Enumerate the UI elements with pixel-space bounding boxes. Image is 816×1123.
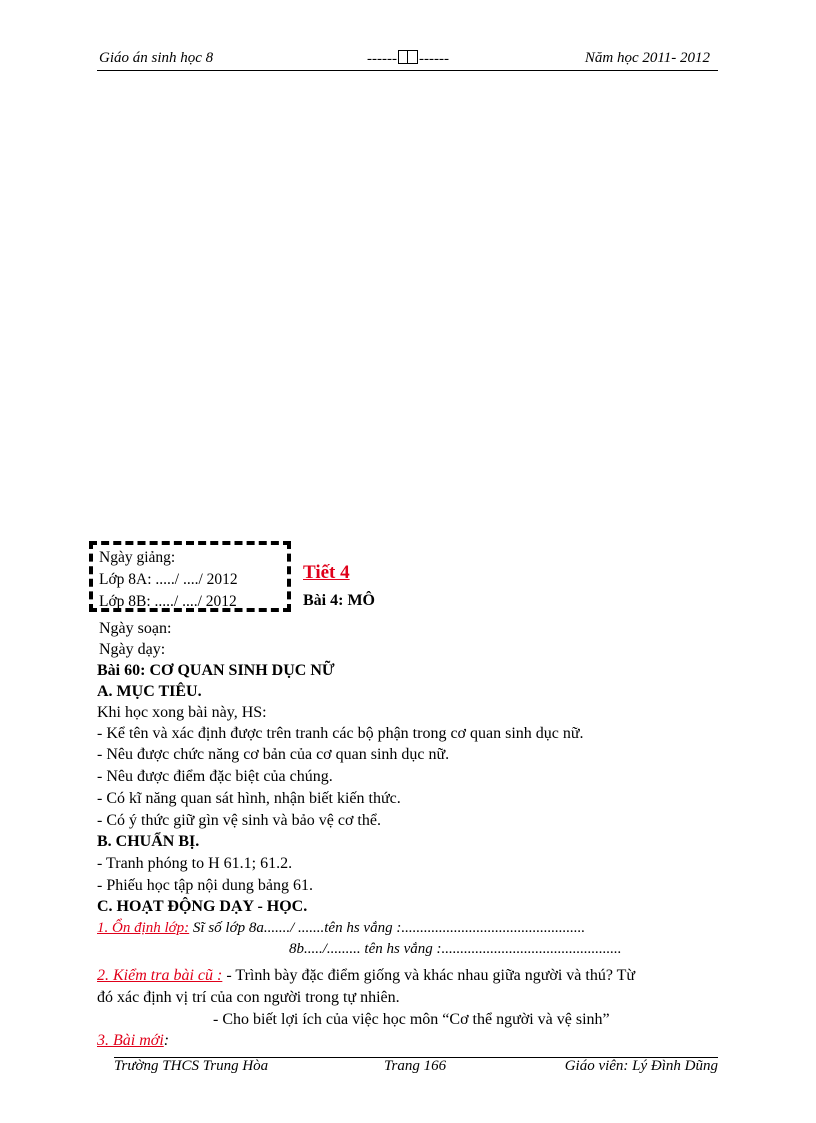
date-class-8a: Lớp 8A: ...../ ..../ 2012 <box>99 571 238 588</box>
section-c-heading: C. HOẠT ĐỘNG DẠY - HỌC. <box>97 898 308 915</box>
class-stabilization <box>97 920 585 937</box>
new-lesson <box>97 1032 169 1050</box>
footer-school: Trường THCS Trung Hòa <box>114 1058 269 1074</box>
objective-1: - Kể tên và xác định được trên tranh các bộ phận trong cơ quan sinh dục nữ. <box>97 725 584 742</box>
footer-teacher: Giáo viên: Lý Đình Dũng <box>564 1058 718 1074</box>
step-3-colon: : <box>163 1032 170 1049</box>
footer-page-number: Trang 166 <box>384 1058 447 1074</box>
lesson-title: Bài 60: CƠ QUAN SINH DỤC NỮ <box>97 662 335 679</box>
review-check <box>97 967 635 985</box>
period-number: Tiết 4 <box>303 562 350 583</box>
teaching-date: Ngày dạy: <box>99 641 166 658</box>
objective-3: - Nêu được điểm đặc biệt của chúng. <box>97 768 333 785</box>
header-divider <box>367 50 449 68</box>
section-a-heading: A. MỤC TIÊU. <box>97 683 202 700</box>
review-question-1-cont: đó xác định vị trí của con người trong tự nhiên. <box>97 989 400 1006</box>
step-3-label: 3. Bài mới <box>97 1032 164 1049</box>
header-subject: Giáo án sinh học 8 <box>99 50 214 66</box>
date-class-8b: Lớp 8B: ...../ ..../ 2012 <box>99 593 237 610</box>
step-2-label: 2. Kiểm tra bài cũ : <box>97 967 223 984</box>
attendance-8a: Sĩ số lớp 8a......./ .......tên hs vắng :................................................. <box>189 920 586 936</box>
objective-4: - Có kĩ năng quan sát hình, nhận biết kiến thức. <box>97 790 401 807</box>
page-footer <box>114 1057 718 1078</box>
header-school-year: Năm học 2011- 2012 <box>584 50 710 66</box>
lesson-4-title: Bài 4: MÔ <box>303 592 375 609</box>
header-dashes-left: ------ <box>367 51 397 67</box>
review-question-2: - Cho biết lợi ích của việc học môn “Cơ thể người và vệ sinh” <box>213 1011 610 1028</box>
header-dashes-right: ------ <box>418 51 449 67</box>
section-b-heading: B. CHUẨN BỊ. <box>97 833 200 850</box>
book-icon <box>398 50 418 64</box>
date-box-heading: Ngày giảng: <box>99 549 176 566</box>
page-header <box>97 48 718 71</box>
preparation-item-1: - Tranh phóng to H 61.1; 61.2. <box>97 855 293 872</box>
teaching-date-box <box>89 541 291 612</box>
step-1-label: 1. Ổn định lớp: <box>97 920 190 936</box>
objective-2: - Nêu được chức năng cơ bản của cơ quan sinh dục nữ. <box>97 746 450 763</box>
preparation-item-2: - Phiếu học tập nội dung bảng 61. <box>97 877 313 894</box>
preparation-date: Ngày soạn: <box>99 620 172 637</box>
objectives-intro: Khi học xong bài này, HS: <box>97 704 267 721</box>
review-question-1: - Trình bày đặc điểm giống và khác nhau giữa người và thú? Từ <box>222 967 636 984</box>
objective-5: - Có ý thức giữ gìn vệ sinh và bảo vệ cơ thể. <box>97 812 381 829</box>
attendance-8b: 8b...../......... tên hs vắng :................................................ <box>289 941 622 957</box>
